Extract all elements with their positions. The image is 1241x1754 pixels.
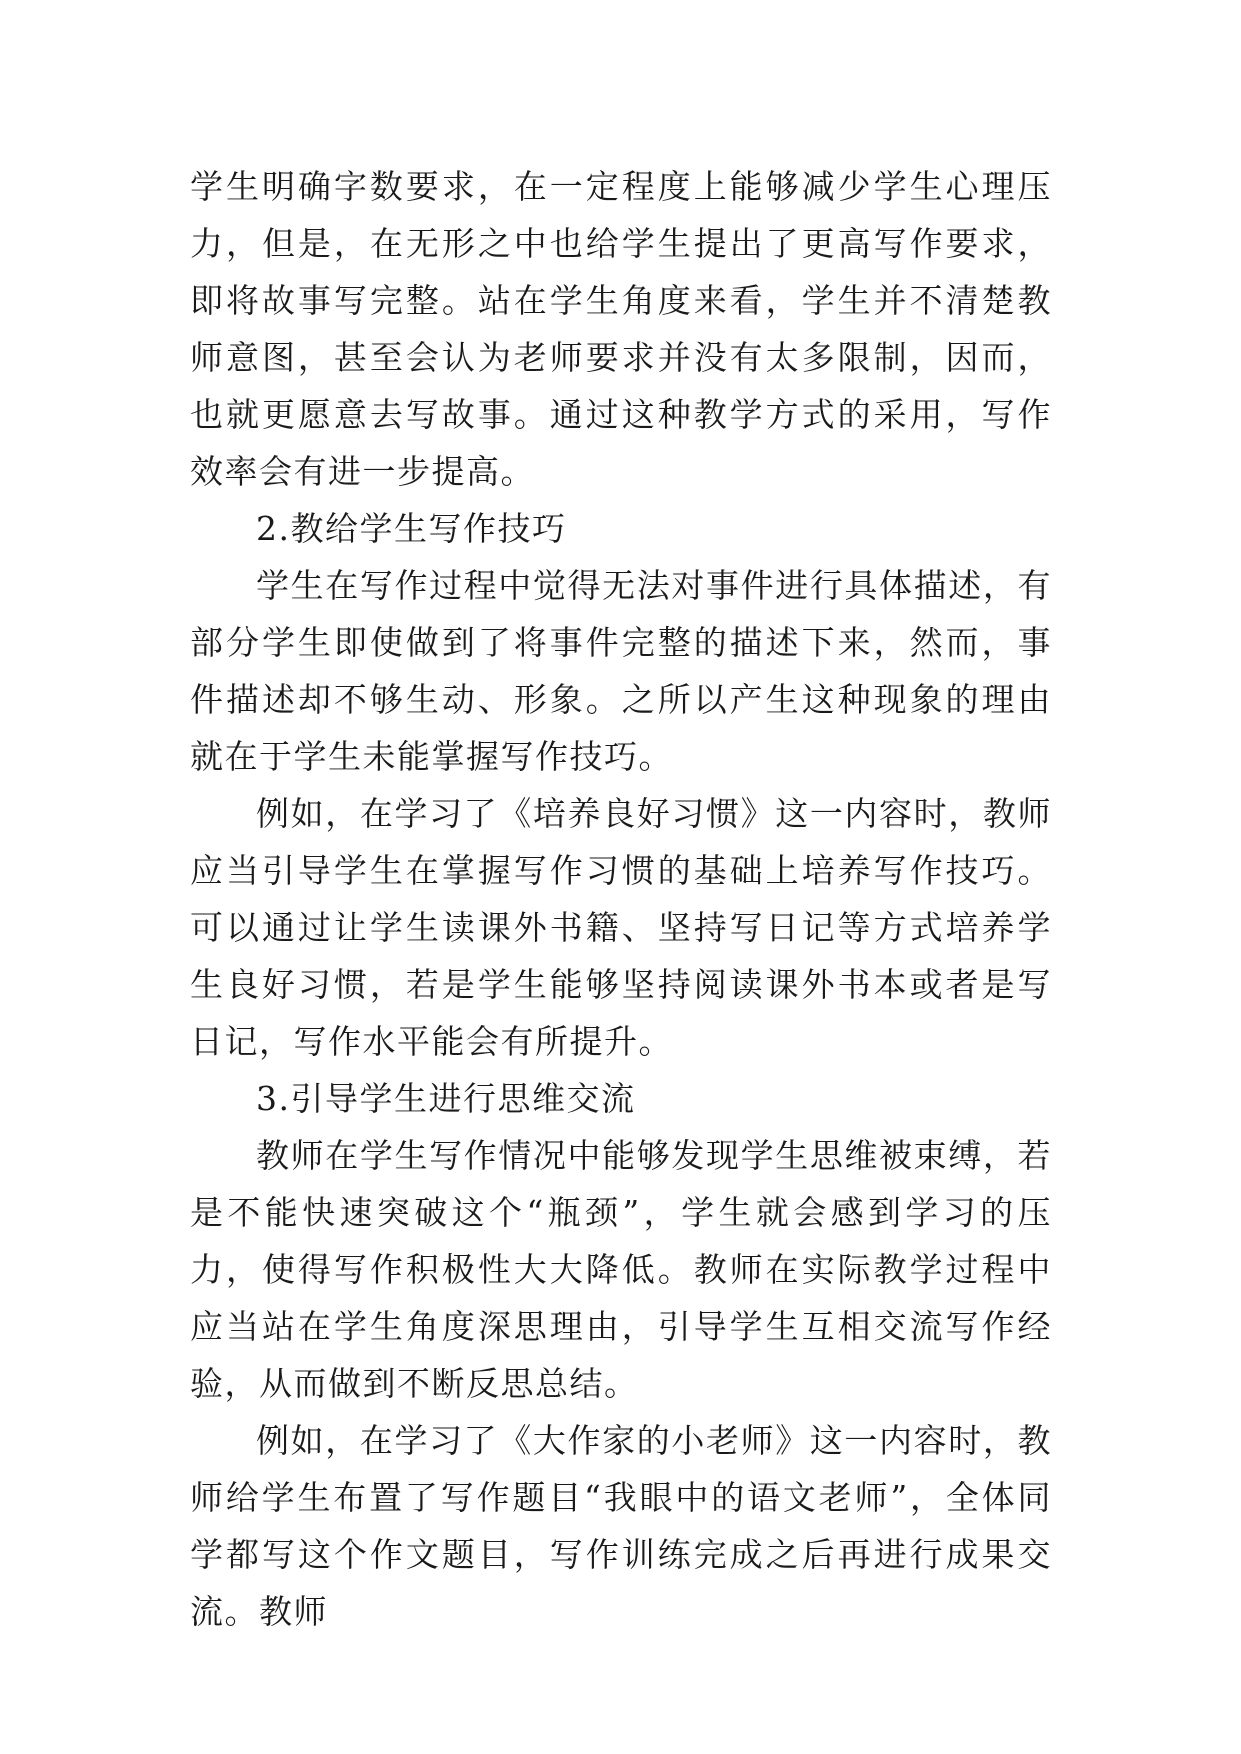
- paragraph-writing-skills-example: 例如，在学习了《培养良好习惯》这一内容时，教师应当引导学生在掌握写作习惯的基础上培养写作技巧。可以通过让学生读课外书籍、坚持写日记等方式培养学生良好习惯，若是学生能够坚持阅读课外书本或者是写日记，写作水平能会有所提升。: [190, 794, 1052, 1061]
- paragraph-writing-skills-problem: 学生在写作过程中觉得无法对事件进行具体描述，有部分学生即使做到了将事件完整的描述下来，然而，事件描述却不够生动、形象。之所以产生这种现象的理由就在于学生未能掌握写作技巧。: [190, 566, 1052, 776]
- paragraph-thinking-exchange-problem: 教师在学生写作情况中能够发现学生思维被束缚，若是不能快速突破这个“瓶颈”，学生就会感到学习的压力，使得写作积极性大大降低。教师在实际教学过程中应当站在学生角度深思理由，引导学生互相交流写作经验，从而做到不断反思总结。: [190, 1136, 1052, 1403]
- section-heading-writing-skills: 2.教给学生写作技巧: [256, 509, 567, 548]
- paragraph-thinking-exchange-example: 例如，在学习了《大作家的小老师》这一内容时，教师给学生布置了写作题目“我眼中的语文老师”，全体同学都写这个作文题目，写作训练完成之后再进行成果交流。教师: [190, 1421, 1052, 1631]
- paragraph-continuation: 学生明确字数要求，在一定程度上能够减少学生心理压力，但是，在无形之中也给学生提出了更高写作要求，即将故事写完整。站在学生角度来看，学生并不清楚教师意图，甚至会认为老师要求并没有太多限制，因而，也就更愿意去写故事。通过这种教学方式的采用，写作效率会有进一步提高。: [190, 167, 1052, 491]
- section-heading-thinking-exchange: 3.引导学生进行思维交流: [256, 1079, 636, 1118]
- document-page: [190, 158, 1052, 1640]
